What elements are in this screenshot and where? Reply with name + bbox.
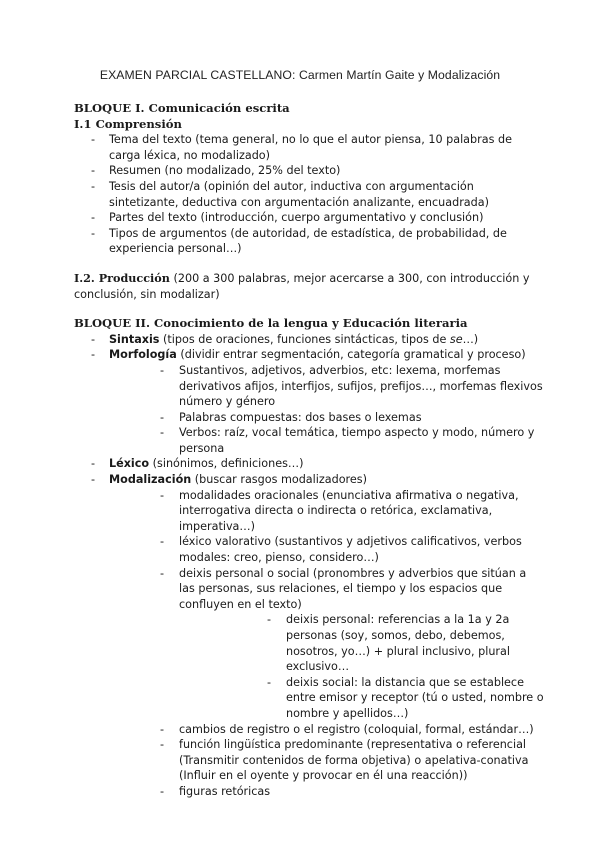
sintaxis-text-end: …) (462, 332, 479, 346)
list-item: - Palabras compuestas: dos bases o lexemas (109, 410, 544, 426)
lexico-text: (sinónimos, definiciones…) (149, 457, 304, 471)
list-item: - cambios de registro o el registro (coloquial, formal, estándar…) (109, 722, 544, 738)
list-item: - Partes del texto (introducción, cuerpo argumentativo y conclusión) (74, 210, 544, 226)
deixis-item (109, 566, 544, 722)
list-item: - deixis personal: referencias a la 1a y 2a personas (soy, somos, debo, debemos, nosotros, yo…) + plural inclusivo, plural exclusivo… (179, 612, 544, 674)
list-item: - Tipos de argumentos (de autoridad, de estadística, de probabilidad, de experiencia personal…) (74, 226, 544, 257)
deixis-text: deixis personal o social (pronombres y adverbios que sitúan a las personas, sus relaciones, el tiempo y los espacios que confluyen en el texto) (179, 566, 527, 611)
document-title: EXAMEN PARCIAL CASTELLANO: Carmen Martín Gaite y Modalización (99, 68, 501, 82)
sintaxis-label: Sintaxis (109, 332, 160, 346)
morfologia-item (74, 347, 544, 456)
morfologia-label: Morfología (109, 348, 177, 362)
sintaxis-em: se (449, 332, 463, 346)
morfologia-text: (dividir entrar segmentación, categoría gramatical y proceso) (176, 348, 526, 362)
list-item: - deixis social: la distancia que se establece entre emisor y receptor (tú o usted, nombre o nombre y apellidos…) (179, 675, 544, 722)
lexico-item (74, 456, 544, 472)
produccion-text: (200 a 300 palabras, mejor acercarse a 300, con introducción y conclusión, sin modalizar) (74, 271, 530, 301)
modalizacion-label: Modalización (109, 473, 192, 487)
lexico-label: Léxico (109, 457, 150, 471)
list-item: - Sustantivos, adjetivos, adverbios, etc: lexema, morfemas derivativos afijos, interfijos, sufijos, prefijos…, morfemas flexivos número y género (109, 363, 544, 410)
produccion-heading: I.2. Producción (74, 270, 170, 285)
list-item: - figuras retóricas (109, 784, 544, 800)
deixis-sublist (179, 612, 544, 721)
list-item: - Verbos: raíz, vocal temática, tiempo aspecto y modo, número y persona (109, 425, 544, 456)
bloque-2-heading: BLOQUE II. Conocimiento de la lengua y Educación literaria (74, 316, 468, 331)
list-item: - léxico valorativo (sustantivos y adjetivos calificativos, verbos modales: creo, pienso, considero…) (109, 534, 544, 565)
list-item: - Tesis del autor/a (opinión del autor, inductiva con argumentación sintetizante, deductiva con argumentación analizante, encuadrada) (74, 179, 544, 210)
list-item: - Tema del texto (tema general, no lo que el autor piensa, 10 palabras de carga léxica, no modalizado) (74, 132, 544, 163)
modalizacion-sublist (109, 488, 544, 800)
document-content (74, 101, 544, 800)
comprension-heading: I.1 Comprensión (74, 116, 182, 131)
list-item: - Resumen (no modalizado, 25% del texto) (74, 163, 544, 179)
comprension-list (74, 132, 544, 257)
modalizacion-text: (buscar rasgos modalizadores) (191, 473, 367, 487)
list-item: - función lingüística predominante (representativa o referencial (Transmitir contenidos de forma objetiva) o apelativa-conativa (Influir en el oyente y provocar en él una reacción)) (109, 737, 544, 784)
bloque-2-list (74, 332, 544, 800)
morfologia-sublist (109, 363, 544, 457)
list-item: - modalidades oracionales (enunciativa afirmativa o negativa, interrogativa directa o indirecta o retórica, exclamativa, imperativa…) (109, 488, 544, 535)
sintaxis-text: (tipos de oraciones, funciones sintácticas, tipos de (159, 332, 450, 346)
sintaxis-item (74, 332, 544, 348)
bloque-1-heading: BLOQUE I. Comunicación escrita (74, 101, 290, 115)
produccion-paragraph (74, 271, 544, 302)
modalizacion-item (74, 472, 544, 799)
